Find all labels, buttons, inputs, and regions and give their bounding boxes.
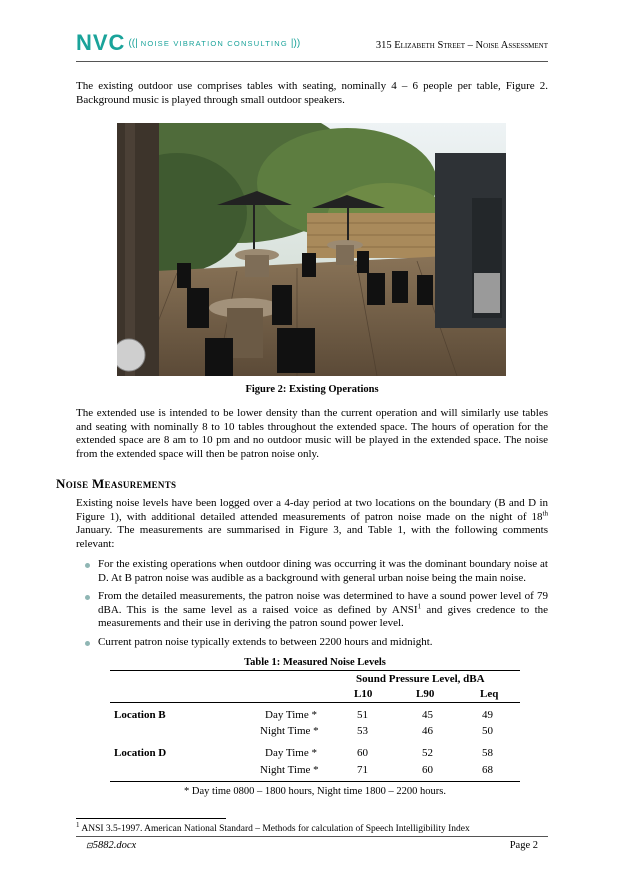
footer-divider (76, 836, 548, 837)
column-header-l90: L90 (416, 688, 435, 700)
table-note: * Day time 0800 – 1800 hours, Night time 1800 – 2200 hours. (184, 786, 446, 797)
logo-tagline: NOISE VIBRATION CONSULTING (140, 38, 288, 48)
page-number: Page 2 (509, 840, 538, 851)
column-header-leq: Leq (480, 688, 499, 700)
table-title: Table 1: Measured Noise Levels (244, 657, 386, 668)
nvc-logo (76, 30, 303, 56)
document-title: 315 Elizabeth Street – Noise Assessment (375, 40, 548, 51)
page-header (76, 30, 548, 62)
header-divider (76, 61, 548, 62)
section-heading: Noise Measurements (56, 476, 177, 491)
column-header-l10: L10 (354, 688, 373, 700)
logo-text: NVC (76, 30, 126, 55)
link-icon: ⊡ (86, 841, 93, 850)
existing-operations-photo (117, 123, 506, 376)
list-item: For the existing operations when outdoor dining was occurring it was the dominant boundary noise at D. At B patron noise was audible as a background with general urban noise being the main noise. (98, 558, 548, 585)
table-top-rule (110, 670, 520, 671)
sound-wave-icon: |)) (290, 37, 301, 49)
sound-wave-icon: ((| (128, 37, 138, 49)
footnote: $^1$ ANSI 3.5-1997. American National Standard – Methods for calculation of Speech Intelligibility Index (76, 820, 470, 834)
list-item: From the detailed measurements, the patron noise was determined to have a sound power level of 79 dBA. This is the same level as a raised voice as defined by ANSI$^1$ and gives credence to the measurements and their use in deriving the patron sound power level. (98, 590, 548, 631)
bullet-icon (85, 563, 90, 568)
extended-use-paragraph: The extended use is intended to be lower density than the current operation and will similarly use tables and seating with nominally 8 to 10 tables throughout the extended space. The hours of operation for the extended space are 8 am to 10 pm and no outdoor music will be played in the extended space. The noise from the extended space will then be patron noise only. (76, 407, 548, 460)
table-header-rule (110, 702, 520, 703)
bullet-icon (85, 595, 90, 600)
list-item: Current patron noise typically extends to between 2200 hours and midnight. (98, 636, 548, 650)
figure-caption: Figure 2: Existing Operations (245, 384, 379, 395)
footnote-divider (76, 818, 226, 819)
bullet-icon (85, 641, 90, 646)
table-group-header: Sound Pressure Level, dBA (356, 673, 485, 685)
table-bottom-rule (110, 781, 520, 782)
footer-filename: ⊡5882.docx (86, 840, 137, 851)
intro-paragraph: The existing outdoor use comprises tables with seating, nominally 4 – 6 people per table, Figure 2. Background music is played through small outdoor speakers. (76, 80, 548, 106)
measurements-paragraph: Existing noise levels have been logged over a 4-day period at two locations on the boundary (B and D in Figure 1), with additional detailed attended measurements of patron noise made on the night of 18th January. The measurements are summarised in Figure 3, and Table 1, with the following comments relevant: (76, 497, 548, 550)
